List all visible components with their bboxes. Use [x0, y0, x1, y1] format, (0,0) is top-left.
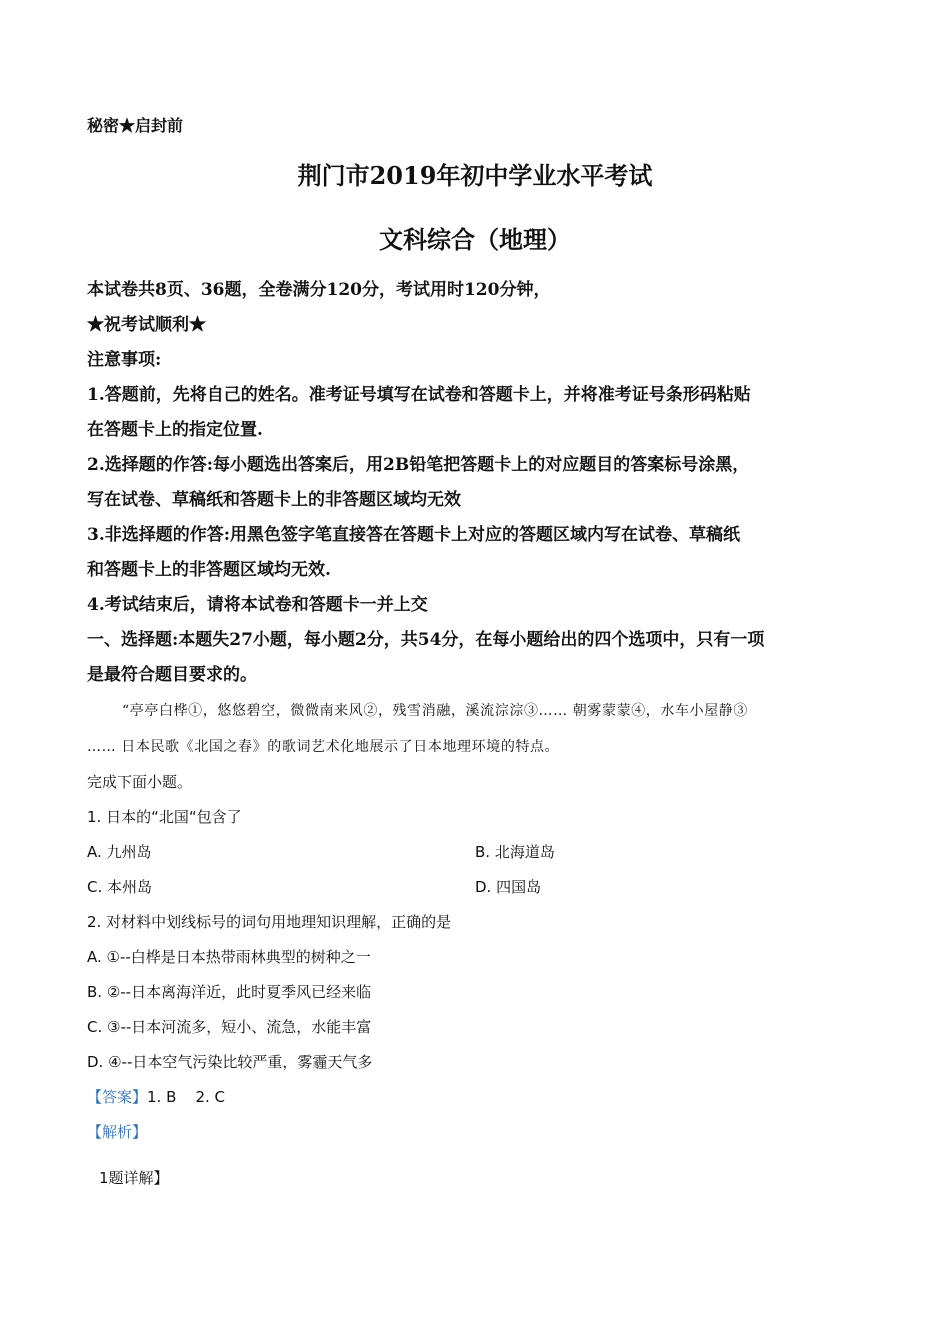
note-1-line-b: 在答题卡上的指定位置.	[87, 420, 263, 440]
instruction-line: 完成下面小题。	[87, 773, 193, 791]
page-title: 荆门市2019年初中学业水平考试	[297, 161, 653, 190]
note-2-line-b: 写在试卷、草稿纸和答题卡上的非答题区域均无效	[87, 490, 461, 510]
question-2-option-a: A. ①--白桦是日本热带雨林典型的树种之一	[87, 948, 371, 966]
note-3-line-b: 和答题卡上的非答题区域均无效.	[87, 560, 331, 580]
note-2-line-a: 2.选择题的作答:每小题选出答案后，用2B铅笔把答题卡上的对应题目的答案标号涂黑，	[87, 455, 750, 475]
page-subtitle: 文科综合（地理）	[379, 225, 571, 254]
notes-heading: 注意事项:	[87, 350, 162, 370]
answer-text: 1. B 2. C	[147, 1088, 226, 1106]
question-1-option-b: B. 北海道岛	[475, 843, 555, 861]
question-2-option-b: B. ②--日本离海洋近，此时夏季风已经来临	[87, 983, 372, 1001]
material-line-b: …… 日本民歌《北国之春》的歌词艺术化地展示了日本地理环境的特点。	[87, 739, 560, 755]
question-2-option-d: D. ④--日本空气污染比较严重，雾霾天气多	[87, 1053, 373, 1071]
material-line-a: “亭亭白桦①，悠悠碧空，微微南来风②，残雪消融，溪流淙淙③…… 朝雾蒙蒙④，水车小屋静③	[122, 703, 749, 719]
analysis-line	[87, 1125, 147, 1140]
question-1-stem: 1. 日本的“北国“包含了	[87, 808, 242, 826]
question-1-option-d: D. 四国岛	[475, 878, 542, 896]
question-2-stem: 2. 对材料中划线标号的词句用地理知识理解，正确的是	[87, 913, 452, 931]
question-2-option-c: C. ③--日本河流多，短小、流急，水能丰富	[87, 1018, 372, 1036]
question-1-option-a: A. 九州岛	[87, 843, 152, 861]
wish-line: ★祝考试顺利★	[87, 315, 206, 335]
section-heading-a: 一、选择题:本题失27小题，每小题2分，共54分，在每小题给出的四个选项中，只有一项	[87, 630, 765, 650]
analysis-tag: 【解析】	[87, 1123, 148, 1141]
note-1-line-a: 1.答题前，先将自己的姓名。准考证号填写在试卷和答题卡上，并将准考证号条形码粘贴	[87, 385, 751, 405]
intro-line: 本试卷共8页、36题，全卷满分120分，考试用时120分钟，	[87, 280, 551, 300]
note-3-line-a: 3.非选择题的作答:用黑色签字笔直接答在答题卡上对应的答题区域内写在试卷、草稿纸	[87, 525, 741, 545]
answer-line	[87, 1090, 225, 1105]
note-4-line: 4.考试结束后，请将本试卷和答题卡一并上交	[87, 595, 428, 615]
analysis-detail: 1题详解】	[99, 1169, 169, 1187]
answer-tag: 【答案】	[87, 1088, 148, 1106]
section-heading-b: 是最符合题目要求的。	[87, 665, 257, 685]
question-1-option-c: C. 本州岛	[87, 878, 153, 896]
secret-label: 秘密★启封前	[87, 116, 184, 135]
